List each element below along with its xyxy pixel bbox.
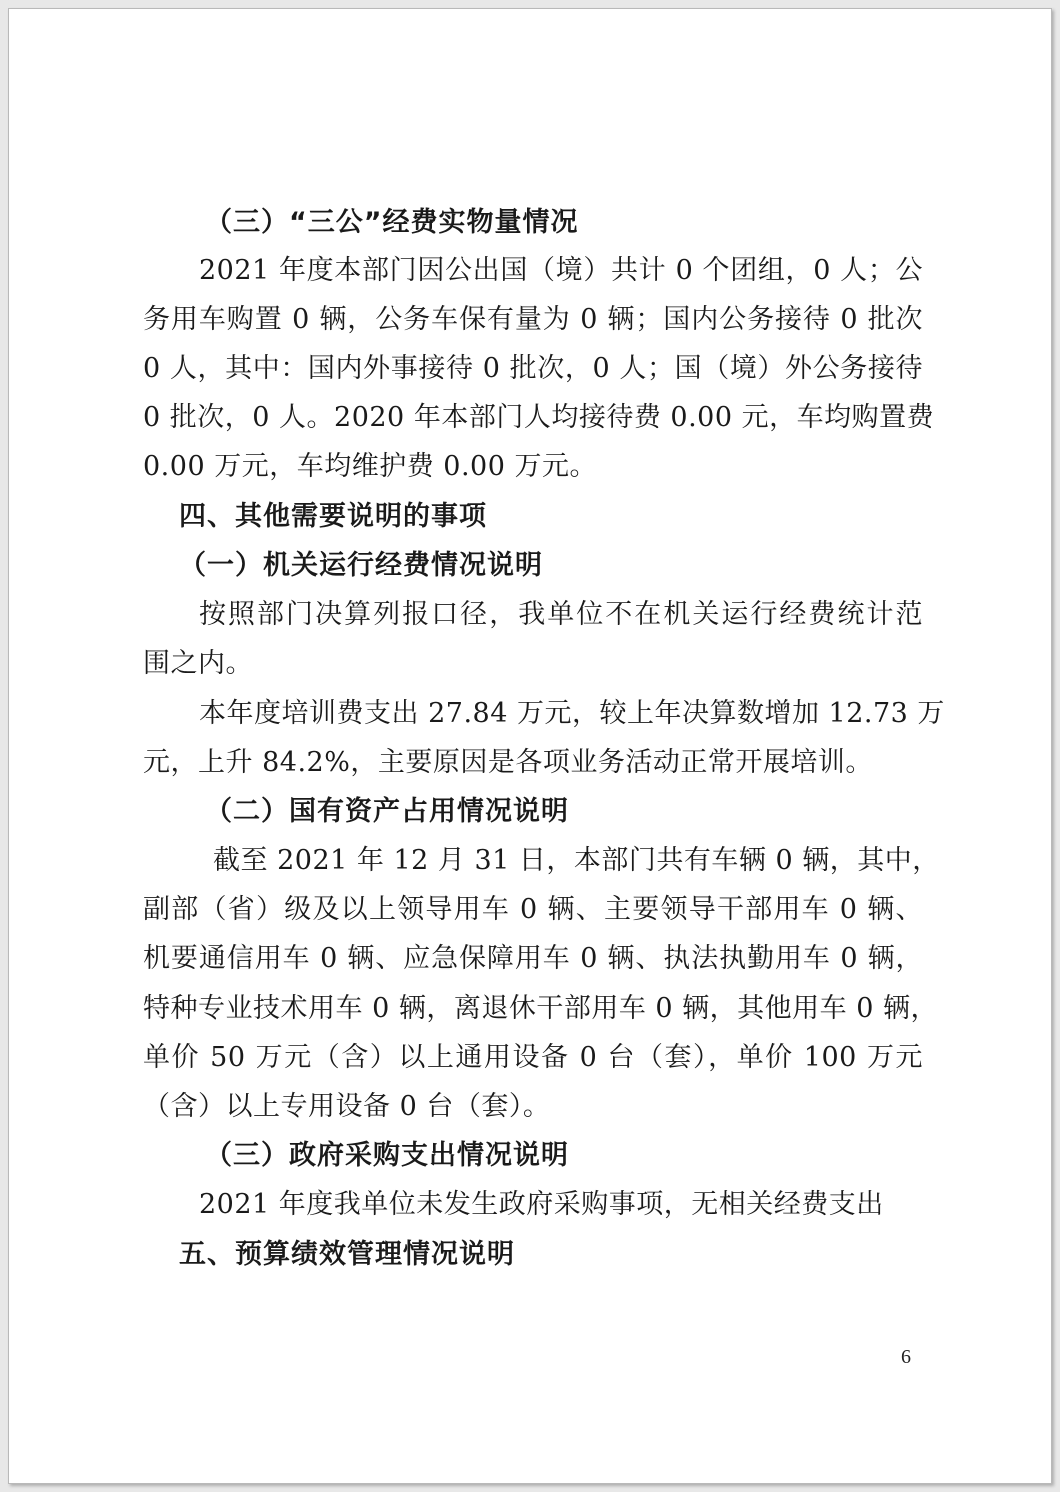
paragraph-line: 0 人，其中：国内外事接待 0 批次，0 人；国（境）外公务接待 [143,353,923,384]
page-number: 6 [901,1346,911,1368]
paragraph-line: 元，上升 84.2%，主要原因是各项业务活动正常开展培训。 [143,747,873,778]
paragraph-line: 本年度培训费支出 27.84 万元，较上年决算数增加 12.73 万 [199,698,945,729]
paragraph-line: （含）以上专用设备 0 台（套）。 [143,1091,551,1122]
paragraph-line: 特种专业技术用车 0 辆，离退休干部用车 0 辆，其他用车 0 辆， [143,993,939,1024]
paragraph-line: 务用车购置 0 辆，公务车保有量为 0 辆；国内公务接待 0 批次 [143,304,923,335]
section-heading-other-matters: 四、其他需要说明的事项 [179,501,487,532]
subheading-government-procurement: （三）政府采购支出情况说明 [205,1140,569,1171]
paragraph-line: 2021 年度本部门因公出国（境）共计 0 个团组，0 人；公 [199,255,923,286]
paragraph-line: 2021 年度我单位未发生政府采购事项，无相关经费支出 [199,1189,884,1220]
subheading-operating-expenses: （一）机关运行经费情况说明 [179,550,543,581]
paragraph-line: 机要通信用车 0 辆、应急保障用车 0 辆、执法执勤用车 0 辆， [143,943,923,974]
paragraph-line: 0.00 万元，车均维护费 0.00 万元。 [143,451,597,482]
paragraph-line: 单价 50 万元（含）以上通用设备 0 台（套），单价 100 万元 [143,1042,923,1073]
paragraph-line: 围之内。 [143,648,253,679]
paragraph-line: 按照部门决算列报口径，我单位不在机关运行经费统计范 [199,599,923,630]
subheading-sangong-quantity: （三）“三公”经费实物量情况 [205,207,579,238]
paragraph-line: 0 批次，0 人。2020 年本部门人均接待费 0.00 元，车均购置费 [143,402,935,433]
document-page [8,8,1052,1484]
paragraph-line: 副部（省）级及以上领导用车 0 辆、主要领导干部用车 0 辆、 [143,894,923,925]
subheading-state-assets: （二）国有资产占用情况说明 [205,796,569,827]
section-heading-performance-management: 五、预算绩效管理情况说明 [179,1239,515,1270]
paragraph-line: 截至 2021 年 12 月 31 日，本部门共有车辆 0 辆，其中， [213,845,940,876]
